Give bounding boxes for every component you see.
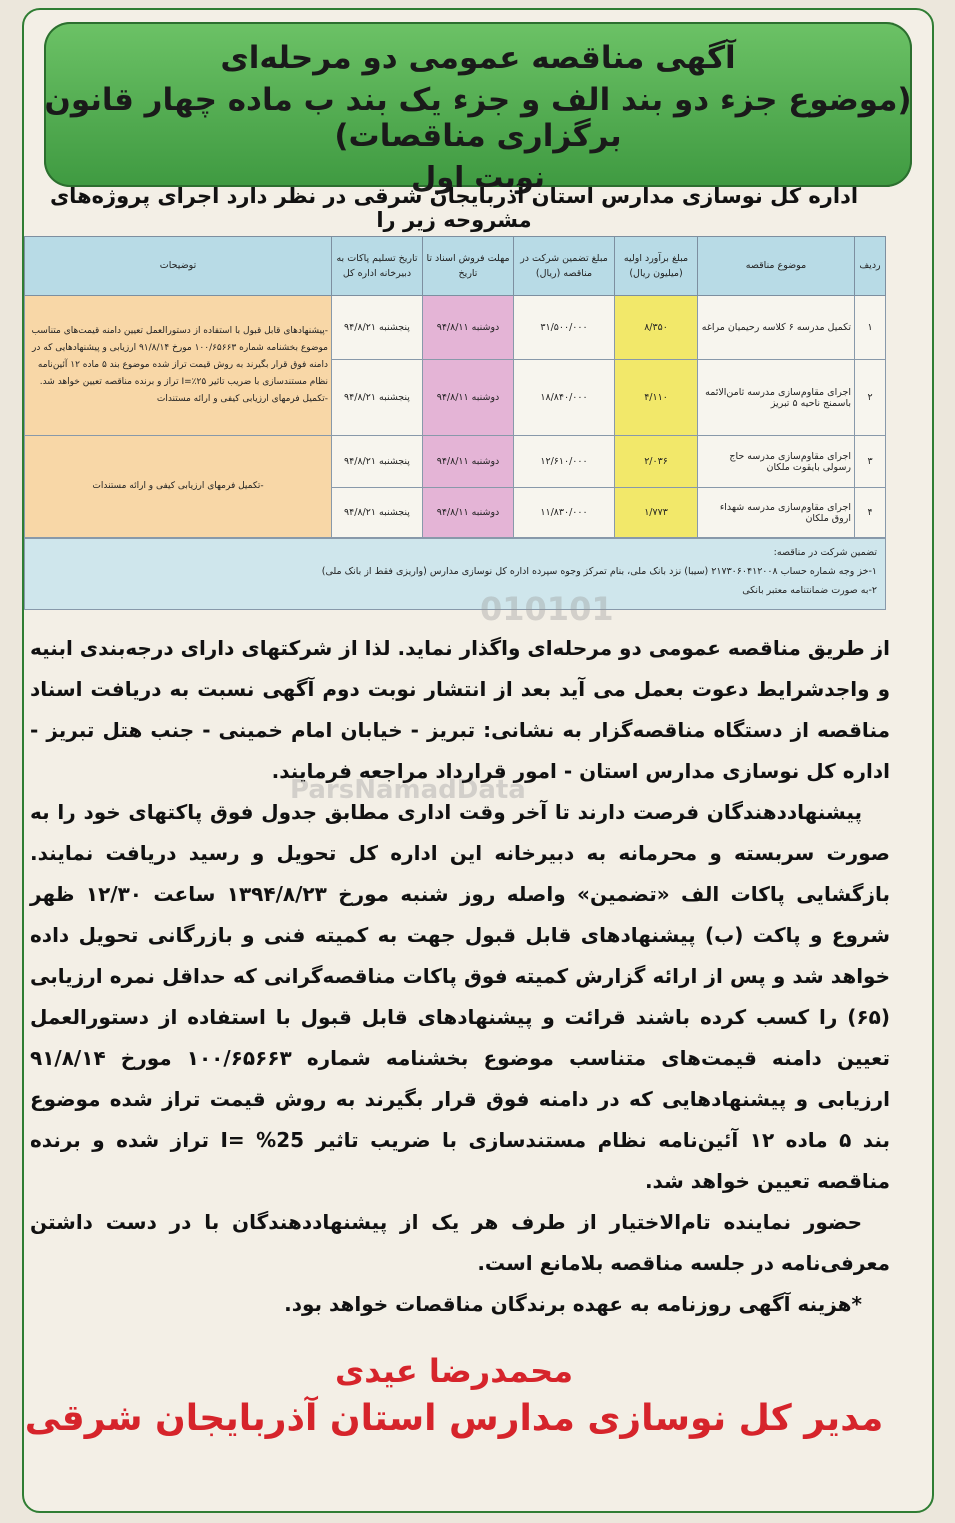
- signer-block: [20, 1352, 888, 1439]
- guarantee-item: ۲-به صورت ضمانتنامه معتبر بانکی: [742, 585, 877, 596]
- table-row: [25, 296, 886, 360]
- row-number: ۴: [855, 488, 886, 538]
- row-subject: اجرای مقاوم‌سازی مدرسه شهداء اروق ملکان: [698, 488, 855, 538]
- row-notes: -تکمیل فرمهای ارزیابی کیفی و ارائه مستندات: [25, 436, 332, 538]
- row-subject: اجرای مقاوم‌سازی مدرسه ثامن‌الائمه باسمنج ناحیه ۵ تبریز: [698, 360, 855, 436]
- row-cost: ۸/۳۵۰: [615, 296, 698, 360]
- notice-body: [30, 628, 890, 1325]
- col-row: ردیف: [855, 237, 886, 296]
- row-sale-date: دوشنبه ۹۴/۸/۱۱: [423, 296, 514, 360]
- row-number: ۱: [855, 296, 886, 360]
- row-guarantee: ۱۱/۸۳۰/۰۰۰: [514, 488, 615, 538]
- row-sale-date: دوشنبه ۹۴/۸/۱۱: [423, 488, 514, 538]
- row-notes: -پیشنهادهای قابل قبول با استفاده از دستورالعمل تعیین دامنه قیمت‌های متناسب موضوع بخشنامه شماره ۱۰۰/۶۵۶۶۳ مورخ ۹۱/۸/۱۴ ارزیابی و پیشنهادهایی که در دامنه فوق قرار بگیرند به روش قیمت تراز شده موضوع بند ۵ ماده ۱۲ آئین‌نامه نظام مستندسازی با ضریب تاثیر ۲۵٪=I تراز و برنده مناقصه تعیین خواهد شد. -تکمیل فرمهای ارزیابی کیفی و ارائه مستندات: [25, 296, 332, 436]
- row-delivery-date: پنجشنبه ۹۴/۸/۲۱: [332, 488, 423, 538]
- guarantee-title: تضمین شرکت در مناقصه:: [773, 547, 877, 558]
- row-sale-date: دوشنبه ۹۴/۸/۱۱: [423, 360, 514, 436]
- guarantee-box: [24, 538, 886, 610]
- row-guarantee: ۳۱/۵۰۰/۰۰۰: [514, 296, 615, 360]
- row-guarantee: ۱۸/۸۴۰/۰۰۰: [514, 360, 615, 436]
- body-paragraph: از طریق مناقصه عمومی دو مرحله‌ای واگذار نماید. لذا از شرکتهای دارای درجه‌بندی ابنیه و واجدشرایط دعوت بعمل می آید بعد از انتشار نوبت دوم آگهی نسبت به دریافت اسناد مناقصه از دستگاه مناقصه‌گزار به نشانی: تبریز - خیابان امام خمینی - جنب هتل تبریز - اداره کل نوسازی مدارس استان - امور قرارداد مراجعه فرمایند.: [29, 636, 890, 783]
- intro-text: اداره کل نوسازی مدارس استان آذربایجان شرقی در نظر دارد اجرای پروژه‌های مشروحه زیر را: [49, 184, 859, 232]
- col-delivery: تاریخ تسلیم پاکات به دبیرخانه اداره کل: [332, 237, 423, 296]
- table-header-row: [25, 237, 886, 296]
- row-cost: ۱/۷۷۳: [615, 488, 698, 538]
- notice-header: [44, 22, 912, 194]
- row-cost: ۴/۱۱۰: [615, 360, 698, 436]
- row-guarantee: ۱۲/۶۱۰/۰۰۰: [514, 436, 615, 488]
- row-delivery-date: پنجشنبه ۹۴/۸/۲۱: [332, 296, 423, 360]
- body-paragraph: پیشنهاددهندگان فرصت دارند تا آخر وقت اداری مطابق جدول فوق پاکتهای خود را به صورت سربسته و محرمانه به دبیرخانه این اداره کل تحویل و رسید دریافت نمایند. بازگشایی پاکات الف «تضمین» واصله روز شنبه مورخ ۱۳۹۴/۸/۲۳ ساعت ۱۲/۳۰ ظهر شروع و پاکت (ب) پیشنهادهای قابل قبول جهت به کمیته فنی و بازرگانی تحویل داده خواهد شد و پس از ارائه گزارش کمیته فوق پاکات مناقصه‌گرانی که حداقل نمره ارزیابی (۶۵) را کسب کرده باشند قرائت و پیشنهادهای قابل قبول با استفاده از دستورالعمل تعیین دامنه قیمت‌های متناسب موضوع بخشنامه شماره ۱۰۰/۶۵۶۶۳ مورخ ۹۱/۸/۱۴ ارزیابی و پیشنهادهایی که در دامنه فوق قرار بگیرند به روش قیمت تراز شده موضوع بند ۵ ماده ۱۲ آئین‌نامه نظام مستندسازی با ضریب تاثیر 25% =I تراز شده و برنده مناقصه تعیین خواهد شد.: [30, 800, 891, 1193]
- header-title: آگهی مناقصه عمومی دو مرحله‌ای: [220, 40, 736, 76]
- table-row: [25, 436, 886, 488]
- row-delivery-date: پنجشنبه ۹۴/۸/۲۱: [332, 360, 423, 436]
- col-guarantee: مبلغ تضمین شرکت در مناقصه (ریال): [514, 237, 615, 296]
- header-subject: (موضوع جزء دو بند الف و جزء یک بند ب ماده چهار قانون برگزاری مناقصات): [44, 82, 912, 154]
- row-sale-date: دوشنبه ۹۴/۸/۱۱: [423, 436, 514, 488]
- col-sale: مهلت فروش اسناد تا تاریخ: [423, 237, 514, 296]
- body-paragraph: *هزینه آگهی روزنامه به عهده برندگان مناقصات خواهد بود.: [284, 1292, 862, 1316]
- body-paragraph: حضور نماینده تام‌الاختیار از طرف هر یک از پیشنهاددهندگان با در دست داشتن معرفی‌نامه در جلسه مناقصه بلامانع است.: [30, 1210, 890, 1275]
- row-number: ۲: [855, 360, 886, 436]
- col-cost: مبلغ برآورد اولیه (میلیون ریال): [615, 237, 698, 296]
- col-subject: موضوع مناقصه: [698, 237, 855, 296]
- signer-name: محمدرضا عیدی: [334, 1352, 574, 1390]
- tender-table: [24, 236, 886, 538]
- col-notes: توضیحات: [25, 237, 332, 296]
- signer-title: مدیر کل نوسازی مدارس استان آذربایجان شرقی: [24, 1398, 884, 1439]
- watermark-code: 010101: [480, 590, 614, 628]
- row-subject: تکمیل مدرسه ۶ کلاسه رحیمیان مراغه: [698, 296, 855, 360]
- guarantee-item: ۱-خز وجه شماره حساب ۲۱۷۳۰۶۰۴۱۲۰۰۸ (سیبا) نزد بانک ملی، بنام تمرکز وجوه سپرده اداره کل نوسازی مدارس (واریزی فقط از بانک ملی): [321, 566, 877, 577]
- watermark-brand: ParsNamadData: [290, 775, 526, 805]
- row-subject: اجرای مقاوم‌سازی مدرسه حاج رسولی بایقوت ملکان: [698, 436, 855, 488]
- header-round: نوبت اول: [411, 160, 545, 194]
- row-delivery-date: پنجشنبه ۹۴/۸/۲۱: [332, 436, 423, 488]
- row-cost: ۲/۰۳۶: [615, 436, 698, 488]
- row-number: ۳: [855, 436, 886, 488]
